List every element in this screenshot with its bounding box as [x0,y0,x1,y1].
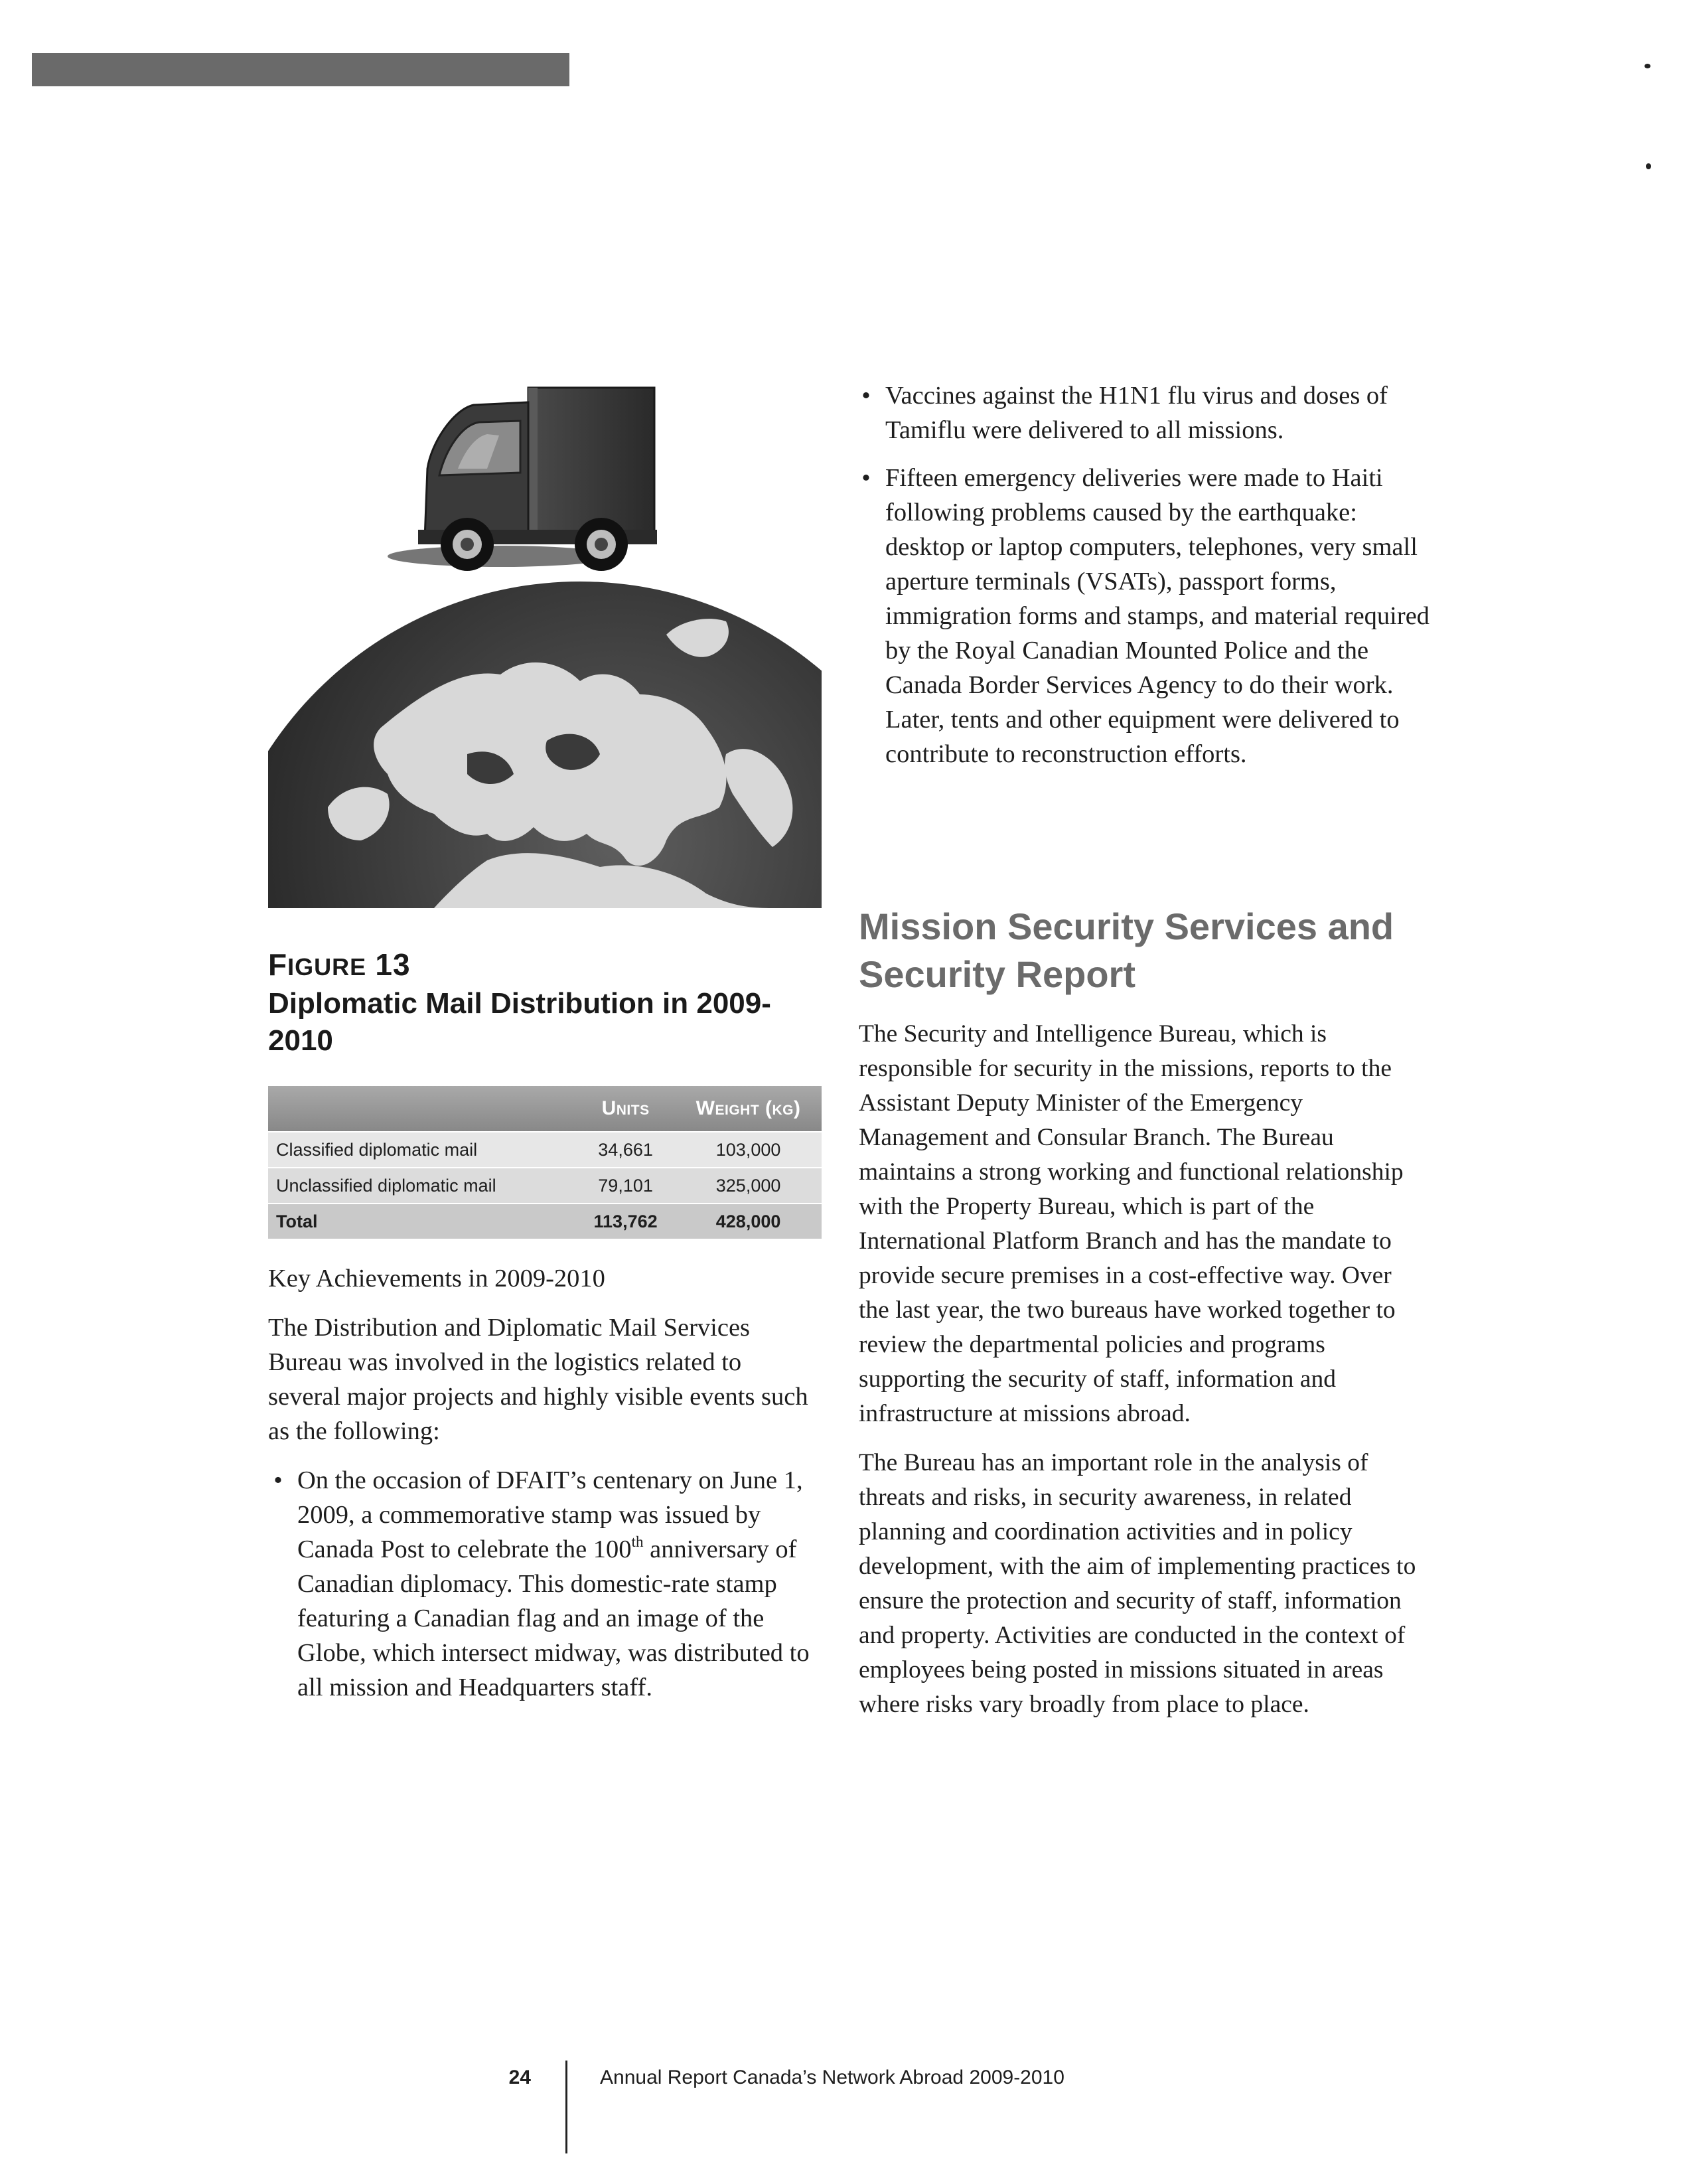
intro-paragraph: The Distribution and Diplomatic Mail Services Bureau was involved in the logistics related to several major projects and highly visible events such as the following: [268,1314,808,1445]
row-label: Classified diplomatic mail [268,1132,576,1168]
list-item: • Fifteen emergency deliveries were made to Haiti following problems caused by the earthquake: desktop or laptop computers, telephones, very small aperture terminals (VSATs), passport forms, immigration forms and stamps, and material required by the Royal Canadian Mounted Police and the Canada Border Services Agency to do their work. Later, tents and other equipment were delivered to contribute to reconstruction efforts. [856,461,1433,771]
scan-speck [1646,163,1651,169]
body-paragraph: The Security and Intelligence Bureau, which is responsible for security in the missions, reports to the Assistant Deputy Minister of the Emergency Management and Consular Branch. The Bureau maintains a strong working and functional relationship with the Property Bureau, which is part of the International Platform Branch and has the mandate to provide secure premises in a cost-effective way. Over the last year, the two bureaus have worked together to review the departmental policies and programs supporting the security of staff, information and infrastructure at missions abroad. [859,1020,1404,1427]
units-cell: 34,661 [576,1132,675,1168]
bullet-icon: • [861,382,871,410]
weight-header: Weight (kg) [675,1086,822,1132]
header-bar [32,53,569,86]
body-paragraph: The Bureau has an important role in the analysis of threats and risks, in security awareness, in related planning and coordination activities and in policy development, with the aim of implementing practices to ensure the protection and security of staff, information and property. Activities are conducted in the context of employees being posted in missions situated in areas where risks vary broadly from place to place. [859,1449,1416,1718]
key-achievements-subheading: Key Achievements in 2009-2010 [268,1265,605,1292]
left-column [268,1261,819,1718]
total-units: 113,762 [576,1204,675,1239]
footer-divider [565,2061,567,2153]
list-item: • Vaccines against the H1N1 flu virus and doses of Tamiflu were delivered to all missions. [856,378,1433,447]
truck-on-globe-icon [268,382,822,908]
bullet-icon: • [273,1466,283,1494]
table-row [268,1132,822,1168]
total-label: Total [268,1204,576,1239]
weight-cell: 103,000 [675,1132,822,1168]
right-body [859,1017,1423,1737]
units-cell: 79,101 [576,1168,675,1204]
diplomatic-mail-table [268,1086,822,1239]
table-header-row [268,1086,822,1132]
table-row [268,1168,822,1204]
list-item: • On the occasion of DFAIT’s centenary on June 1, 2009, a commemorative stamp was issued by Canada Post to celebrate the 100th anniversary of Canadian diplomacy. This domestic-rate stamp featuring a Canadian flag and an image of the Globe, which intersect midway, was distributed to all mission and Headquarters staff. [268,1463,819,1705]
table-total-row [268,1204,822,1239]
right-bullet-list [856,378,1433,785]
figure-title: Diplomatic Mail Distribution in 2009-2010 [268,987,771,1057]
figure-illustration [268,382,822,908]
section-heading: Mission Security Services and Security Report [859,905,1394,995]
table-header-cell [268,1086,576,1132]
weight-cell: 325,000 [675,1168,822,1204]
left-bullet-list [268,1463,819,1705]
figure-label: FIGURE 13 [268,947,411,982]
row-label: Unclassified diplomatic mail [268,1168,576,1204]
units-header: Units [576,1086,675,1132]
total-weight: 428,000 [675,1204,822,1239]
bullet-icon: • [861,464,871,492]
page-number: 24 [508,2067,531,2088]
scan-speck [1645,64,1650,68]
publication-title: Annual Report Canada’s Network Abroad 2009-2010 [600,2067,1064,2088]
figure-caption [268,947,799,1059]
